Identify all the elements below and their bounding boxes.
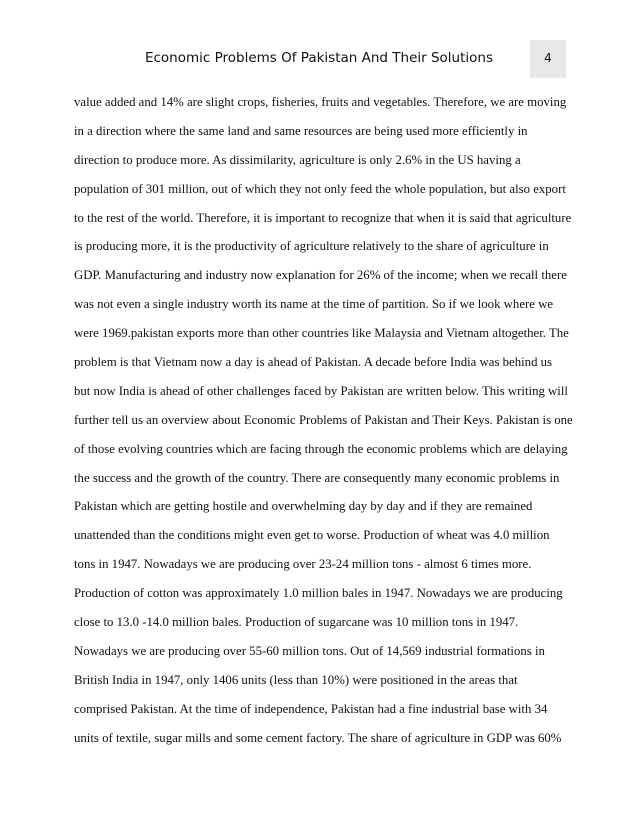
text-line: were 1969.pakistan exports more than other countries like Malaysia and Vietnam altogether. The xyxy=(74,326,569,341)
text-line: to the rest of the world. Therefore, it is important to recognize that when it is said that agriculture xyxy=(74,210,572,225)
page-number-box xyxy=(530,40,566,78)
text-line: of those evolving countries which are facing through the economic problems which are delaying xyxy=(74,441,568,456)
text-line: units of textile, sugar mills and some cement factory. The share of agriculture in GDP was 60% xyxy=(74,730,562,745)
text-line: population of 301 million, out of which they not only feed the whole population, but also export xyxy=(74,181,566,196)
text-line: was not even a single industry worth its name at the time of partition. So if we look where we xyxy=(74,297,554,312)
text-line: problem is that Vietnam now a day is ahead of Pakistan. A decade before India was behind us xyxy=(74,355,553,370)
text-line: but now India is ahead of other challenges faced by Pakistan are written below. This writing will xyxy=(74,383,568,398)
text-line: comprised Pakistan. At the time of independence, Pakistan had a fine industrial base with 34 xyxy=(74,701,548,716)
text-line: Nowadays we are producing over 55-60 million tons. Out of 14,569 industrial formations in xyxy=(74,643,545,658)
text-line: further tell us an overview about Economic Problems of Pakistan and Their Keys. Pakistan is one xyxy=(74,412,573,427)
page-header xyxy=(0,40,638,80)
page-number: 4 xyxy=(544,51,552,65)
text-line: close to 13.0 -14.0 million bales. Production of sugarcane was 10 million tons in 1947. xyxy=(74,615,519,630)
text-line: the success and the growth of the country. There are consequently many economic problems in xyxy=(74,470,560,485)
text-line: GDP. Manufacturing and industry now explanation for 26% of the income; when we recall there xyxy=(74,268,567,283)
text-line: is producing more, it is the productivity of agriculture relatively to the share of agriculture in xyxy=(74,239,549,254)
text-line: tons in 1947. Nowadays we are producing over 23-24 million tons - almost 6 times more. xyxy=(74,557,532,572)
text-line: British India in 1947, only 1406 units (less than 10%) were positioned in the areas that xyxy=(74,672,518,687)
running-title: Economic Problems Of Pakistan And Their Solutions xyxy=(144,50,494,66)
text-line: direction to produce more. As dissimilarity, agriculture is only 2.6% in the US having a xyxy=(74,152,521,167)
text-line: unattended than the conditions might even get to worse. Production of wheat was 4.0 million xyxy=(74,528,550,543)
text-line: value added and 14% are slight crops, fisheries, fruits and vegetables. Therefore, we are moving xyxy=(74,95,567,109)
text-line: in a direction where the same land and same resources are being used more efficiently in xyxy=(74,123,528,138)
text-line: Pakistan which are getting hostile and overwhelming day by day and if they are remained xyxy=(74,499,533,514)
text-line: Production of cotton was approximately 1.0 million bales in 1947. Nowadays we are producing xyxy=(74,586,563,601)
body-paragraph xyxy=(74,92,573,756)
